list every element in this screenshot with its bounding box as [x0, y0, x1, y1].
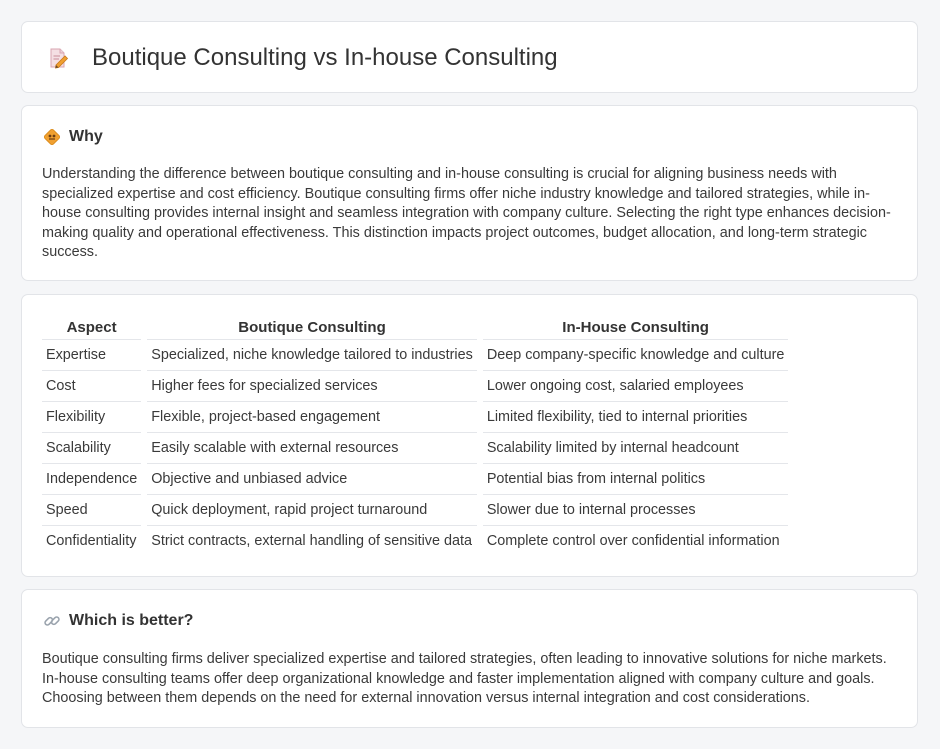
- row-aspect: Speed: [42, 495, 141, 526]
- row-inhouse: Deep company-specific knowledge and culture: [483, 340, 789, 371]
- comparison-table: [36, 313, 794, 556]
- table-header-row: [42, 313, 788, 340]
- better-heading-label: Which is better?: [69, 612, 194, 629]
- header-boutique: Boutique Consulting: [147, 313, 477, 340]
- row-inhouse: Potential bias from internal politics: [483, 464, 789, 495]
- table-row: [42, 402, 788, 433]
- row-inhouse: Scalability limited by internal headcount: [483, 433, 789, 464]
- row-aspect: Independence: [42, 464, 141, 495]
- row-inhouse: Lower ongoing cost, salaried employees: [483, 371, 789, 402]
- row-aspect: Cost: [42, 371, 141, 402]
- better-section: [21, 589, 918, 728]
- why-section: [21, 105, 918, 281]
- row-aspect: Scalability: [42, 433, 141, 464]
- row-aspect: Flexibility: [42, 402, 141, 433]
- page-title: Boutique Consulting vs In-house Consulting: [92, 44, 558, 71]
- row-aspect: Confidentiality: [46, 533, 137, 549]
- better-text: Boutique consulting firms deliver specialized expertise and tailored strategies, often leading to innovative solutions for niche markets. In-house consulting teams offer deep organizational knowledge and faster implementation aligned with company culture and goals. Choosing between them depends on the need for external innovation versus internal integration and cost considerations.: [42, 651, 887, 706]
- link-icon: [43, 612, 61, 630]
- table-row: [42, 371, 788, 402]
- row-inhouse: Slower due to internal processes: [483, 495, 789, 526]
- comparison-section: [21, 294, 918, 577]
- row-boutique: Objective and unbiased advice: [147, 464, 477, 495]
- diamond-sign-icon: [43, 128, 61, 146]
- table-row: [42, 433, 788, 464]
- row-boutique: Higher fees for specialized services: [147, 371, 477, 402]
- row-aspect: Expertise: [42, 340, 141, 371]
- title-card: [21, 21, 918, 93]
- table-row: [42, 340, 788, 371]
- why-heading-label: Why: [69, 128, 103, 145]
- table-row: [42, 526, 788, 556]
- row-boutique: Strict contracts, external handling of sensitive data: [151, 533, 472, 549]
- table-row: [42, 495, 788, 526]
- row-inhouse: Limited flexibility, tied to internal priorities: [483, 402, 789, 433]
- document-pencil-icon: [47, 47, 69, 69]
- row-boutique: Flexible, project-based engagement: [147, 402, 477, 433]
- why-heading: [43, 126, 103, 148]
- row-inhouse: Complete control over confidential information: [486, 533, 780, 549]
- table-row: [42, 464, 788, 495]
- row-boutique: Quick deployment, rapid project turnaround: [147, 495, 477, 526]
- header-aspect: Aspect: [42, 313, 141, 340]
- header-inhouse: In-House Consulting: [483, 313, 789, 340]
- row-boutique: Specialized, niche knowledge tailored to industries: [147, 340, 477, 371]
- row-boutique: Easily scalable with external resources: [147, 433, 477, 464]
- why-text: Understanding the difference between boutique consulting and in-house consulting is crucial for aligning business needs with specialized expertise and cost efficiency. Boutique consulting firms offer niche industry knowledge and tailored strategies, while in-house consulting provides internal insight and seamless integration with company culture. Selecting the right type enhances decision-making quality and operational effectiveness. This distinction impacts project outcomes, budget allocation, and long-term strategic success.: [42, 166, 891, 260]
- better-heading: [43, 610, 193, 632]
